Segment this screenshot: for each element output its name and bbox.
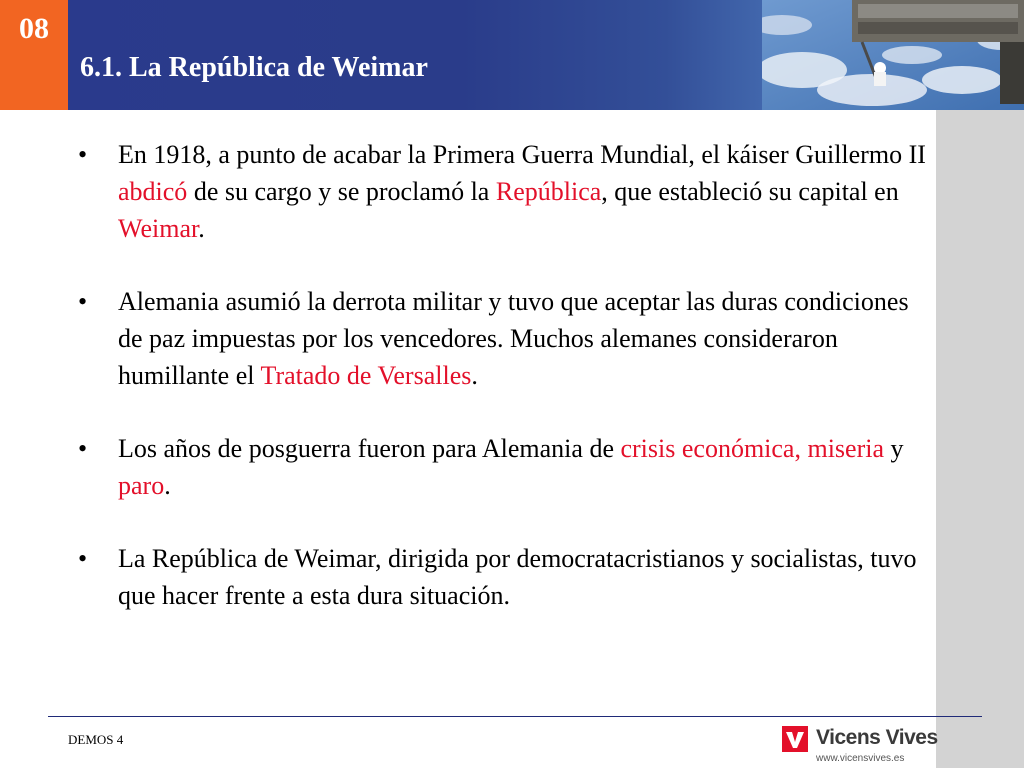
bullet-text: de su cargo y se proclamó la [187, 177, 496, 206]
bullet-text: , que estableció su capital en [601, 177, 899, 206]
header-bar [0, 0, 1024, 110]
highlighted-term: Weimar [118, 214, 199, 243]
bullet-marker: • [78, 434, 88, 463]
bullet-item [78, 283, 934, 394]
highlighted-term: crisis económica, miseria [620, 434, 885, 463]
bullet-item [78, 136, 934, 247]
footer-divider [48, 716, 982, 717]
publisher-name: Vicens Vives [816, 726, 938, 749]
bullet-text: y [884, 434, 904, 463]
bullet-marker: • [78, 287, 88, 316]
unit-badge [0, 0, 68, 110]
right-sidebar [936, 110, 1024, 768]
bullet-marker: • [78, 544, 88, 573]
space-station-photo [762, 0, 1024, 110]
unit-number: 08 [19, 12, 49, 45]
bullet-marker: • [78, 140, 88, 169]
bullet-text: Los años de posguerra fueron para Alemania de [118, 434, 621, 463]
bullet-item [78, 430, 934, 504]
publisher-url: www.vicensvives.es [816, 753, 905, 764]
highlighted-term: Tratado de Versalles [260, 361, 472, 390]
highlighted-term: paro [118, 471, 165, 500]
highlighted-term: abdicó [118, 177, 188, 206]
bullet-text: . [164, 471, 171, 500]
page-title: 6.1. La República de Weimar [80, 52, 428, 83]
footer-label: DEMOS 4 [68, 732, 124, 747]
bullet-item [78, 540, 934, 614]
bullet-text: Alemania asumió la derrota militar y tuvo que aceptar las duras condiciones de paz impuestas por los vencedores. Muchos alemanes consideraron humillante el [118, 287, 909, 390]
bullet-text: . [198, 214, 205, 243]
bullet-list [78, 136, 934, 650]
vicens-vives-logo-icon [782, 726, 808, 752]
highlighted-term: República [495, 177, 602, 206]
bullet-text: En 1918, a punto de acabar la Primera Guerra Mundial, el káiser Guillermo II [118, 140, 926, 169]
bullet-text: La República de Weimar, dirigida por democratacristianos y socialistas, tuvo que hacer frente a esta dura situación. [118, 544, 917, 610]
bullet-text: . [471, 361, 478, 390]
